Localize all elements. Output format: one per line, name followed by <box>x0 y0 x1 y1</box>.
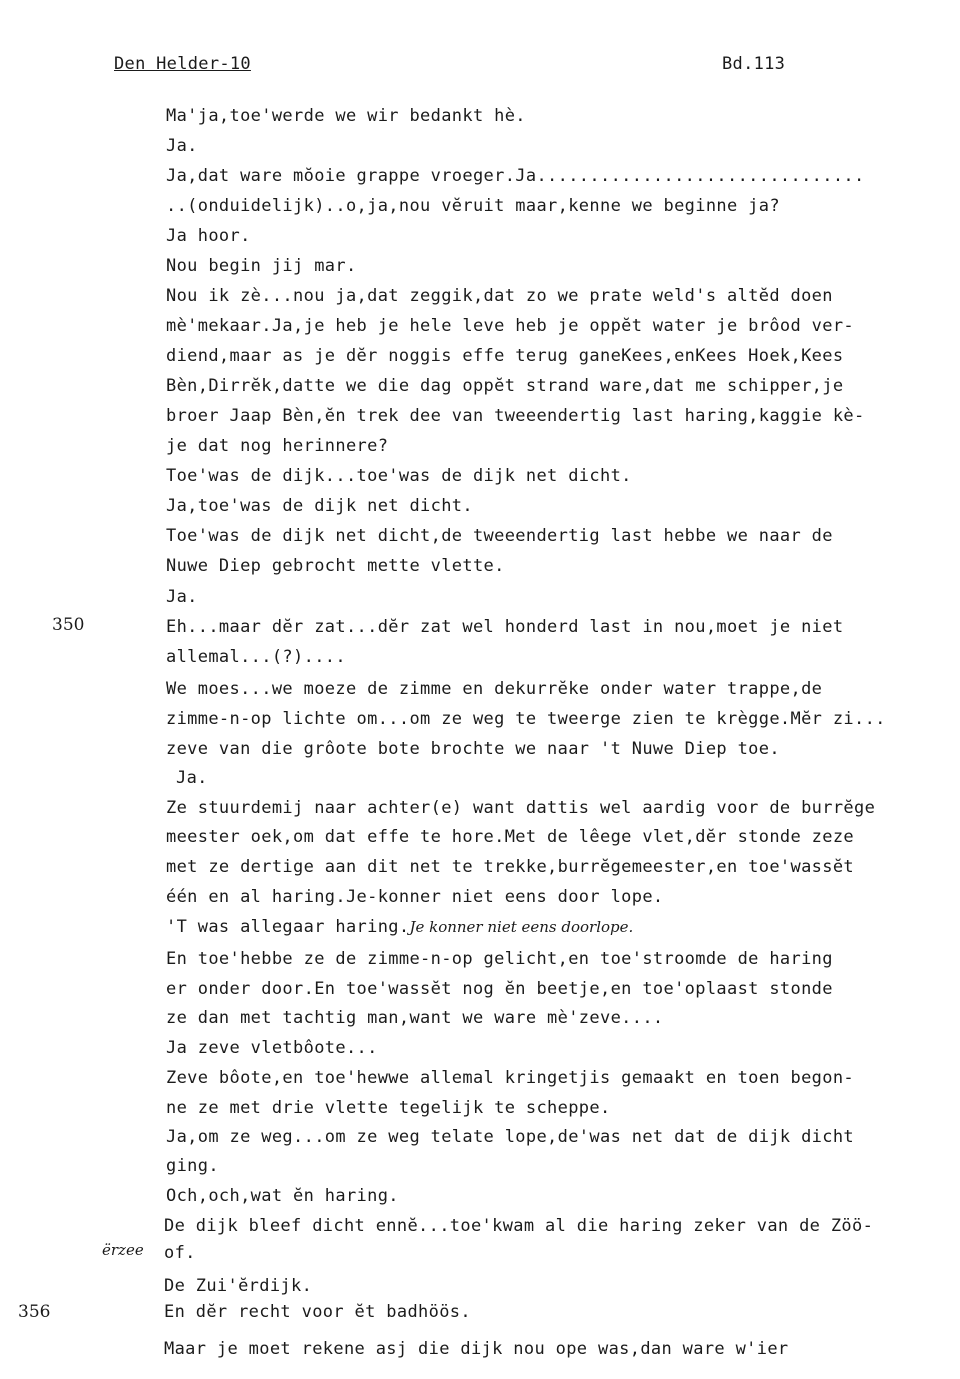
transcript-line: Nou begin jij mar. <box>166 256 357 276</box>
transcript-line: meester oek,om dat effe te hore.Met de lêege vlet,dĕr stonde zeze <box>166 827 855 847</box>
margin-line-number: 356 <box>18 1302 51 1322</box>
transcript-line: ze dan met tachtig man,want we ware mè'zeve.... <box>166 1008 664 1028</box>
transcript-line: We moes...we moeze de zimme en dekurrĕke onder water trappe,de <box>166 679 823 699</box>
transcript-line: Toe'was de dijk net dicht,de tweeendertig last hebbe we naar de <box>166 526 833 546</box>
transcript-line: er onder door.En toe'wassĕt nog ĕn beetje,en toe'oplaast stonde <box>166 979 833 999</box>
transcript-line: Zeve bôote,en toe'hewwe allemal kringetjis gemaakt en toen begon- <box>166 1068 855 1088</box>
transcript-line: of. <box>164 1243 196 1263</box>
transcript-line: Ja. <box>166 587 198 607</box>
transcript-line: Nou ik zè...nou ja,dat zeggik,dat zo we prate weld's altĕd doen <box>166 286 833 306</box>
transcript-line: Och,och,wat ĕn haring. <box>166 1186 399 1206</box>
transcript-line: En toe'hebbe ze de zimme-n-op gelicht,en toe'stroomde de haring <box>166 949 833 969</box>
transcript-line: Eh...maar dĕr zat...dĕr zat wel honderd last in nou,moet je niet <box>166 617 844 637</box>
transcript-line: zimme-n-op lichte om...om ze weg te tweerge zien te krègge.Mĕr zi... <box>166 709 886 729</box>
transcript-line: je dat nog herinnere? <box>166 436 389 456</box>
transcript-line: Ja hoor. <box>166 226 251 246</box>
transcript-line: ..(onduidelijk)..o,ja,nou vĕruit maar,kenne we beginne ja? <box>166 196 780 216</box>
document-header-title: Den Helder-10 <box>114 54 251 74</box>
transcript-line: Ja. <box>166 136 198 156</box>
transcript-line: broer Jaap Bèn,ĕn trek dee van tweeendertig last haring,kaggie kè- <box>166 406 865 426</box>
transcript-line: Bèn,Dirrĕk,datte we die dag oppĕt strand ware,dat me schipper,je <box>166 376 844 396</box>
transcript-line: allemal...(?).... <box>166 647 346 667</box>
margin-handwritten-note: ërzee <box>102 1241 144 1259</box>
transcript-line: Maar je moet rekene asj die dijk nou ope was,dan ware w'ier <box>164 1339 789 1359</box>
transcript-line: Ja zeve vletbôote... <box>166 1038 378 1058</box>
transcript-line: 'T was allegaar haring. <box>166 917 410 937</box>
transcript-line: De Zui'ĕrdijk. <box>164 1276 313 1296</box>
transcript-line: Ja,dat ware mŏoie grappe vroeger.Ja............................... <box>166 166 865 186</box>
transcript-line: Ja,toe'was de dijk net dicht. <box>166 496 473 516</box>
transcript-line: één en al haring.Je-konner niet eens door lope. <box>166 887 664 907</box>
handwritten-addition: Je konner niet eens doorlope. <box>409 918 634 936</box>
transcript-line: Toe'was de dijk...toe'was de dijk net dicht. <box>166 466 632 486</box>
transcript-line: Ja. <box>176 768 208 788</box>
transcript-line: met ze dertige aan dit net te trekke,burrĕgemeester,en toe'wassĕt <box>166 857 855 877</box>
transcript-line: De dijk bleef dicht ennĕ...toe'kwam al die haring zeker van de Zöö- <box>164 1216 874 1236</box>
transcript-line: Ja,om ze weg...om ze weg telate lope,de'was net dat de dijk dicht <box>166 1127 855 1147</box>
transcript-line: mè'mekaar.Ja,je heb je hele leve heb je oppĕt water je brôod ver- <box>166 316 855 336</box>
margin-line-number: 350 <box>52 615 85 635</box>
document-page-reference: Bd.113 <box>722 54 786 74</box>
transcript-line: diend,maar as je dĕr noggis effe terug ganeKees,enKees Hoek,Kees <box>166 346 844 366</box>
transcript-line: ne ze met drie vlette tegelijk te scheppe. <box>166 1098 611 1118</box>
transcript-line: Ze stuurdemij naar achter(e) want dattis wel aardig voor de burrĕge <box>166 798 876 818</box>
transcript-line: zeve van die grôote bote brochte we naar 't Nuwe Diep toe. <box>166 739 780 759</box>
transcript-line: ging. <box>166 1156 219 1176</box>
transcript-line-with-annotation <box>166 916 633 938</box>
transcript-line: Nuwe Diep gebrocht mette vlette. <box>166 556 505 576</box>
transcript-line: En dĕr recht voor ĕt badhöös. <box>164 1302 471 1322</box>
transcript-line: Ma'ja,toe'werde we wir bedankt hè. <box>166 106 526 126</box>
